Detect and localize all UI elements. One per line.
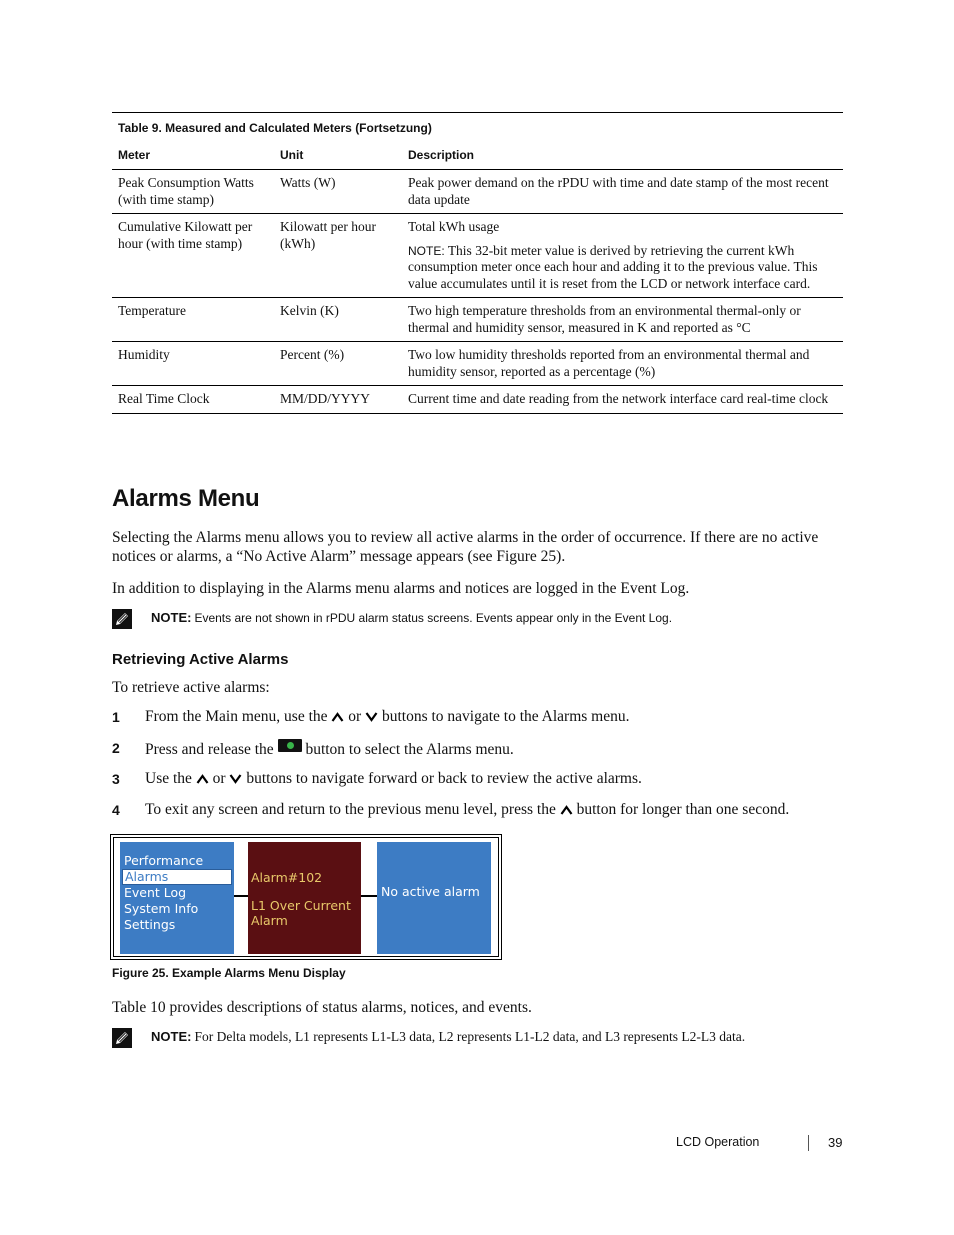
lcd-menu-item-performance: Performance	[124, 853, 204, 868]
lcd-menu-item-system-info: System Info	[124, 901, 199, 916]
subsection-title: Retrieving Active Alarms	[112, 651, 289, 668]
table-header-row	[112, 138, 843, 170]
cell-meter: Humidity	[112, 342, 274, 386]
step-number: 2	[112, 740, 120, 756]
header-unit: Unit	[274, 138, 402, 170]
figure-caption: Figure 25. Example Alarms Menu Display	[112, 966, 346, 980]
step-text: or	[348, 708, 362, 725]
cell-meter: Cumulative Kilowatt per hour (with time stamp)	[112, 214, 274, 298]
step-text: To exit any screen and return to the previous menu level, press the	[145, 801, 556, 818]
meters-table	[112, 138, 843, 414]
step-4	[112, 801, 843, 823]
lcd-main-menu-panel	[120, 842, 234, 954]
table-row	[112, 342, 843, 386]
lcd-no-alarm-text: No active alarm	[381, 884, 480, 899]
up-arrow-icon	[331, 711, 344, 723]
lcd-menu-item-alarms: Alarms	[122, 869, 232, 885]
lcd-alarm-id: Alarm#102	[251, 870, 323, 885]
up-arrow-icon	[196, 773, 209, 785]
cell-description	[402, 214, 843, 298]
cell-description-text: Total kWh usage	[408, 219, 500, 234]
step-text: Use the	[145, 770, 192, 787]
steps-intro: To retrieve active alarms:	[112, 679, 270, 696]
cell-note-label: NOTE:	[408, 243, 445, 258]
table-caption: Table 9. Measured and Calculated Meters (Fortsetzung)	[118, 121, 432, 135]
step-text: From the Main menu, use the	[145, 708, 328, 725]
page-footer	[676, 1135, 843, 1153]
cell-unit: Kilowatt per hour (kWh)	[274, 214, 402, 298]
table-row	[112, 214, 843, 298]
figure-connector	[234, 895, 248, 897]
select-button-icon	[278, 739, 302, 752]
lcd-menu-list	[124, 853, 232, 933]
note-delta	[112, 1028, 843, 1050]
note-pencil-icon	[112, 1028, 132, 1048]
step-text: button to select the Alarms menu.	[305, 741, 514, 758]
note-pencil-icon	[112, 609, 132, 629]
down-arrow-icon	[229, 773, 242, 785]
cell-note	[408, 243, 837, 293]
figure-frame	[113, 837, 499, 957]
step-text: buttons to navigate forward or back to review the active alarms.	[246, 770, 642, 787]
lcd-menu-item-settings: Settings	[124, 917, 176, 932]
header-description: Description	[402, 138, 843, 170]
cell-unit: Kelvin (K)	[274, 298, 402, 342]
cell-description: Two low humidity thresholds reported from an environmental thermal and humidity sensor, reported as a percentage (%)	[402, 342, 843, 386]
step-3	[112, 770, 843, 792]
footer-section-name: LCD Operation	[676, 1135, 760, 1149]
alarms-intro-paragraph: Selecting the Alarms menu allows you to review all active alarms in the order of occurrence. If there are no active notices or alarms, a “No Active Alarm” message appears (see Figure 25).	[112, 529, 819, 565]
cell-meter: Peak Consumption Watts (with time stamp)	[112, 170, 274, 214]
cell-meter: Temperature	[112, 298, 274, 342]
note-label: NOTE:	[151, 1029, 192, 1044]
note-events	[112, 609, 843, 631]
lcd-alarm-panel	[248, 842, 361, 954]
up-arrow-icon	[560, 804, 573, 816]
figure-connector	[361, 895, 377, 897]
table-row	[112, 386, 843, 414]
step-1	[112, 708, 843, 730]
step-number: 3	[112, 771, 120, 787]
note-text: Events are not shown in rPDU alarm status screens. Events appear only in the Event Log.	[194, 611, 673, 625]
lcd-menu-item-event-log: Event Log	[124, 885, 187, 900]
cell-unit: Percent (%)	[274, 342, 402, 386]
lcd-alarm-line2: Alarm	[251, 913, 288, 928]
header-meter: Meter	[112, 138, 274, 170]
event-log-paragraph: In addition to displaying in the Alarms menu alarms and notices are logged in the Event Log.	[112, 580, 690, 597]
cell-description: Peak power demand on the rPDU with time and date stamp of the most recent data update	[402, 170, 843, 214]
lcd-no-alarm-panel	[377, 842, 491, 954]
step-number: 1	[112, 709, 120, 725]
page-number: 39	[828, 1135, 843, 1150]
note-text: For Delta models, L1 represents L1-L3 data, L2 represents L1-L2 data, and L3 represents L2-L3 data.	[194, 1029, 746, 1044]
step-text: button for longer than one second.	[576, 801, 790, 818]
down-arrow-icon	[365, 711, 378, 723]
cell-description: Two high temperature thresholds from an environmental thermal-only or thermal and humidity sensor, measured in K and reported as °C	[402, 298, 843, 342]
cell-description: Current time and date reading from the network interface card real-time clock	[402, 386, 843, 414]
table-row	[112, 298, 843, 342]
cell-meter: Real Time Clock	[112, 386, 274, 414]
lcd-alarm-line1: L1 Over Current	[251, 898, 351, 913]
section-title: Alarms Menu	[112, 485, 260, 512]
cell-unit: MM/DD/YYYY	[274, 386, 402, 414]
cell-note-text: This 32-bit meter value is derived by retrieving the current kWh consumption meter once each hour and adding it to the previous value. This value accumulates until it is reset from the LCD or network interface card.	[408, 242, 818, 291]
note-label: NOTE:	[151, 610, 192, 625]
table10-paragraph: Table 10 provides descriptions of status alarms, notices, and events.	[112, 999, 532, 1016]
step-2	[112, 739, 843, 761]
step-number: 4	[112, 802, 120, 818]
step-text: or	[212, 770, 226, 787]
table-row	[112, 170, 843, 214]
step-text: buttons to navigate to the Alarms menu.	[381, 708, 630, 725]
meters-table-block	[112, 112, 843, 414]
step-text: Press and release the	[145, 741, 274, 758]
cell-unit: Watts (W)	[274, 170, 402, 214]
footer-divider	[808, 1135, 809, 1151]
alarms-menu-figure	[110, 834, 502, 960]
